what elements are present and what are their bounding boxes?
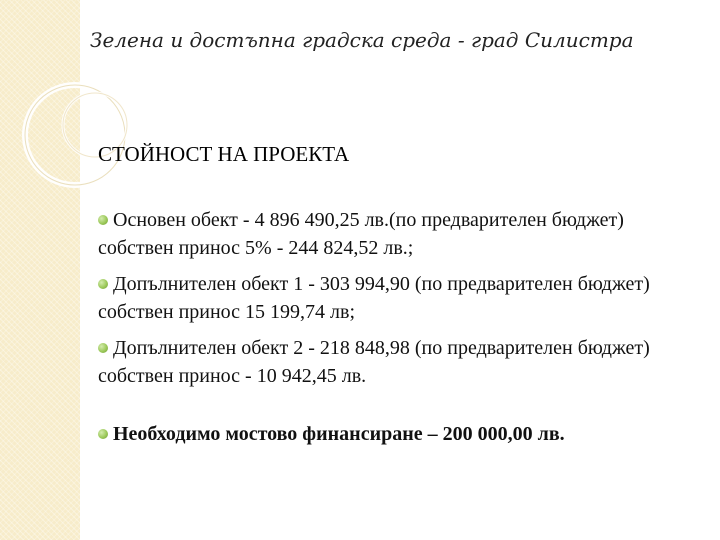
bullet-icon bbox=[98, 343, 108, 353]
list-item-text: Допълнителен обект 1 - 303 994,90 (по предварителен бюджет) собствен принос 15 199,74 лв; bbox=[98, 273, 650, 323]
list-item bbox=[98, 270, 698, 326]
decorative-rings bbox=[0, 70, 150, 210]
final-list-item bbox=[98, 420, 698, 448]
list-item-text: Основен обект - 4 896 490,25 лв.(по предварителен бюджет) собствен принос 5% - 244 824,52 лв.; bbox=[98, 209, 624, 259]
bullet-icon bbox=[98, 279, 108, 289]
bullet-icon bbox=[98, 429, 108, 439]
cost-list bbox=[98, 206, 698, 456]
list-item bbox=[98, 206, 698, 262]
bullet-icon bbox=[98, 215, 108, 225]
section-heading: СТОЙНОСТ НА ПРОЕКТА bbox=[98, 142, 350, 166]
final-item-text: Необходимо мостово финансиране – 200 000,00 лв. bbox=[113, 423, 565, 445]
list-item-text: Допълнителен обект 2 - 218 848,98 (по предварителен бюджет) собствен принос - 10 942,45 лв. bbox=[98, 337, 650, 387]
slide-title: Зелена и достъпна градска среда - град Силистра bbox=[90, 28, 634, 52]
list-item bbox=[98, 334, 698, 390]
